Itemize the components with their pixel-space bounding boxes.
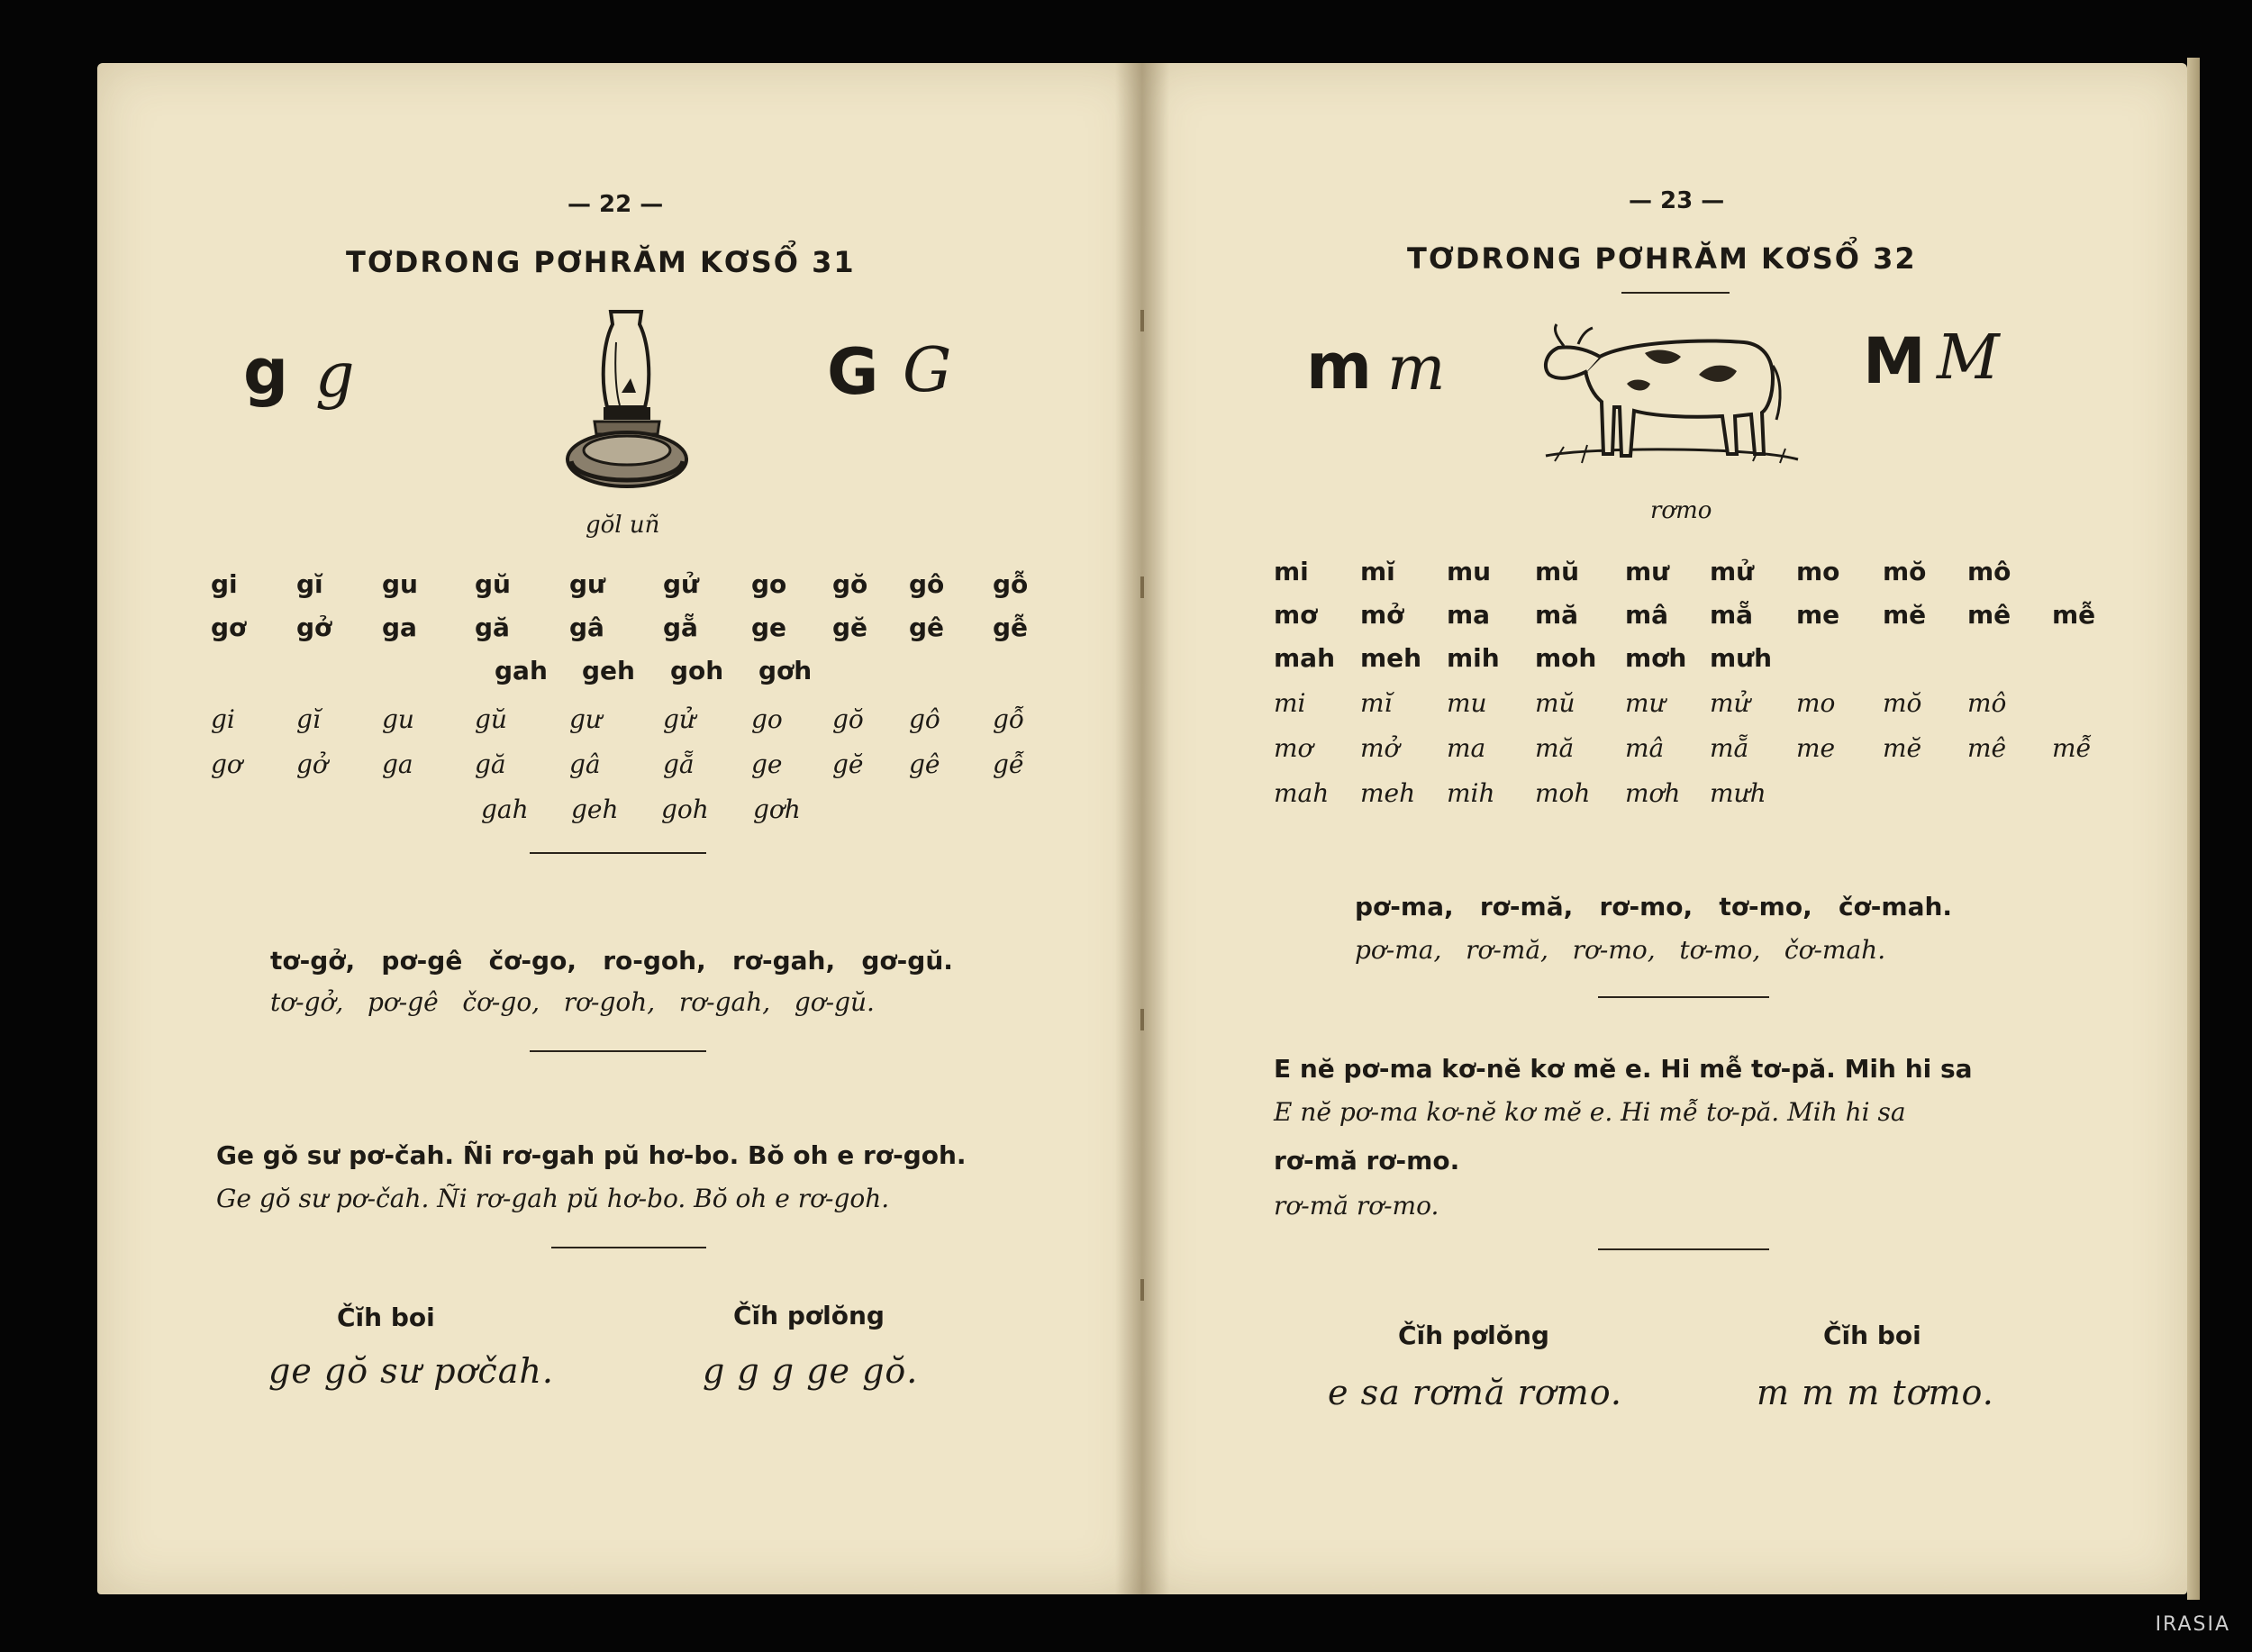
syllable: mi bbox=[1274, 557, 1309, 586]
syllable: mah bbox=[1274, 643, 1336, 673]
syllable: meh bbox=[1360, 778, 1416, 808]
syllable: mở bbox=[1360, 600, 1404, 630]
syllable: gẵ bbox=[663, 613, 698, 642]
syllable: meh bbox=[1360, 643, 1422, 673]
syllable: me bbox=[1796, 733, 1836, 763]
left-handwriting-1: ge gŏ sư pơčah. bbox=[268, 1351, 554, 1391]
syllable: mă bbox=[1535, 600, 1579, 630]
syllable: gở bbox=[296, 613, 332, 642]
syllable: geh bbox=[582, 656, 635, 685]
syllable: gô bbox=[909, 704, 940, 734]
syllable: go bbox=[751, 704, 783, 734]
syllable: mơ bbox=[1274, 733, 1313, 763]
right-page-number: — 23 — bbox=[1629, 187, 1725, 214]
right-sentence-bold: E nĕ pơ-ma kơ-nĕ kơ mĕ e. Hi mễ tơ-pă. Mih hi sa bbox=[1274, 1054, 1973, 1084]
left-page-number: — 22 — bbox=[568, 191, 664, 218]
syllable: gah bbox=[495, 656, 548, 685]
syllable: gĕ bbox=[832, 749, 864, 779]
right-sentence-italic-2: rơ-mă rơ-mo. bbox=[1274, 1191, 1439, 1221]
right-lesson-title: TƠDRONG PƠHRĂM KƠSỔ 32 bbox=[1407, 241, 1917, 276]
oil-lamp-illustration bbox=[558, 306, 694, 506]
syllable: mử bbox=[1710, 688, 1750, 718]
left-letter-print-upper: G bbox=[827, 335, 879, 409]
syllable: gah bbox=[481, 794, 529, 824]
syllable: gử bbox=[663, 704, 695, 734]
binding-stitch bbox=[1140, 1009, 1144, 1030]
syllable: mĭ bbox=[1360, 688, 1393, 718]
syllable: mễ bbox=[2052, 600, 2096, 630]
syllable: gĭ bbox=[296, 569, 323, 599]
left-writing-label-1: Čĭh boi bbox=[337, 1303, 435, 1332]
book-gutter bbox=[1115, 63, 1169, 1594]
right-letter-script-upper: M bbox=[1937, 322, 2000, 394]
syllable: gŭ bbox=[475, 569, 511, 599]
right-letter-print-upper: M bbox=[1863, 324, 1926, 398]
syllable: ge bbox=[751, 749, 783, 779]
syllable: me bbox=[1796, 600, 1840, 630]
syllable: go bbox=[751, 569, 787, 599]
syllable: gô bbox=[909, 569, 945, 599]
syllable: gĭ bbox=[296, 704, 321, 734]
title-underline bbox=[1621, 292, 1730, 294]
divider bbox=[530, 852, 706, 854]
syllable: gơh bbox=[758, 656, 813, 685]
syllable: mơ bbox=[1274, 600, 1318, 630]
left-handwriting-2: g g g ge gŏ. bbox=[703, 1351, 919, 1391]
right-words-bold: pơ-ma, rơ-mă, rơ-mo, tơ-mo, čơ-mah. bbox=[1355, 892, 1953, 921]
syllable: mĭ bbox=[1360, 557, 1395, 586]
syllable: ge bbox=[751, 613, 787, 642]
right-letter-script-lower: m bbox=[1387, 333, 1446, 404]
syllable: mâ bbox=[1625, 733, 1665, 763]
syllable: mô bbox=[1967, 557, 2011, 586]
syllable: gơ bbox=[211, 613, 247, 642]
syllable: gê bbox=[909, 613, 945, 642]
cow-illustration bbox=[1537, 303, 1807, 483]
binding-stitch bbox=[1140, 1279, 1144, 1301]
syllable: gẵ bbox=[663, 749, 695, 779]
right-image-caption: rơmo bbox=[1650, 497, 1712, 524]
syllable: gễ bbox=[993, 749, 1025, 779]
left-letter-script-upper: G bbox=[903, 335, 952, 406]
syllable: gử bbox=[663, 569, 699, 599]
syllable: gư bbox=[569, 569, 605, 599]
syllable: gŏ bbox=[832, 569, 868, 599]
syllable: mê bbox=[1967, 733, 2007, 763]
divider bbox=[1598, 996, 1769, 998]
syllable: mưh bbox=[1710, 778, 1766, 808]
left-page bbox=[97, 63, 1142, 1594]
left-words-italic: tơ-gở, pơ-gê čơ-go, rơ-goh, rơ-gah, gơ-gŭ. bbox=[270, 987, 875, 1017]
syllable: mo bbox=[1796, 688, 1836, 718]
syllable: mo bbox=[1796, 557, 1840, 586]
right-handwriting-2: m m m tơmo. bbox=[1757, 1373, 1994, 1412]
syllable: mô bbox=[1967, 688, 2007, 718]
syllable: moh bbox=[1535, 778, 1591, 808]
right-writing-label-1: Čĭh pơlŏng bbox=[1398, 1321, 1549, 1350]
binding-stitch bbox=[1140, 576, 1144, 598]
binding-stitch bbox=[1140, 310, 1144, 331]
syllable: gâ bbox=[569, 749, 601, 779]
left-words-bold: tơ-gở, pơ-gê čơ-go, ro-goh, rơ-gah, gơ-gŭ. bbox=[270, 946, 953, 976]
syllable: gơ bbox=[211, 749, 242, 779]
syllable: gă bbox=[475, 749, 506, 779]
syllable: goh bbox=[670, 656, 724, 685]
syllable: gu bbox=[382, 569, 418, 599]
syllable: mŭ bbox=[1535, 557, 1580, 586]
syllable: gi bbox=[211, 704, 235, 734]
syllable: mễ bbox=[2052, 733, 2092, 763]
right-sentence-bold-2: rơ-mă rơ-mo. bbox=[1274, 1146, 1460, 1175]
syllable: gê bbox=[909, 749, 940, 779]
syllable: mah bbox=[1274, 778, 1330, 808]
syllable: gu bbox=[382, 704, 414, 734]
syllable: mĕ bbox=[1883, 733, 1922, 763]
left-writing-label-2: Čĭh pơlŏng bbox=[733, 1301, 885, 1330]
syllable: gỗ bbox=[993, 704, 1025, 734]
syllable: gở bbox=[296, 749, 328, 779]
syllable: mŭ bbox=[1535, 688, 1575, 718]
left-letter-print-lower: g bbox=[243, 335, 289, 409]
right-handwriting-1: e sa rơmă rơmo. bbox=[1328, 1373, 1622, 1412]
syllable: mơh bbox=[1625, 643, 1687, 673]
divider bbox=[1598, 1248, 1769, 1250]
watermark: IRASIA bbox=[2155, 1613, 2230, 1636]
syllable: mư bbox=[1625, 557, 1670, 586]
syllable: gĕ bbox=[832, 613, 868, 642]
right-writing-label-2: Čĭh boi bbox=[1823, 1321, 1921, 1350]
syllable: mu bbox=[1447, 557, 1492, 586]
syllable: gi bbox=[211, 569, 238, 599]
syllable: geh bbox=[571, 794, 619, 824]
syllable: mih bbox=[1447, 778, 1495, 808]
syllable: gỗ bbox=[993, 569, 1029, 599]
left-sentence-bold: Ge gŏ sư pơ-čah. Ñi rơ-gah pŭ hơ-bo. Bŏ oh e rơ-goh. bbox=[216, 1140, 967, 1170]
syllable: mẵ bbox=[1710, 600, 1754, 630]
right-letter-print-lower: m bbox=[1306, 330, 1372, 404]
syllable: mư bbox=[1625, 688, 1666, 718]
syllable: mu bbox=[1447, 688, 1487, 718]
right-sentence-italic: E nĕ pơ-ma kơ-nĕ kơ mĕ e. Hi mễ tơ-pă. Mih hi sa bbox=[1274, 1097, 1906, 1127]
syllable: ma bbox=[1447, 600, 1491, 630]
syllable: goh bbox=[661, 794, 709, 824]
syllable: gŏ bbox=[832, 704, 864, 734]
left-image-caption: gŏl uñ bbox=[586, 512, 660, 539]
right-words-italic: pơ-ma, rơ-mă, rơ-mo, tơ-mo, čơ-mah. bbox=[1355, 935, 1886, 965]
syllable: mơh bbox=[1625, 778, 1681, 808]
divider bbox=[551, 1247, 706, 1248]
syllable: mă bbox=[1535, 733, 1575, 763]
left-letter-script-lower: g bbox=[315, 340, 355, 412]
syllable: mĕ bbox=[1883, 600, 1927, 630]
page-edge bbox=[2187, 58, 2200, 1600]
syllable: ma bbox=[1447, 733, 1486, 763]
divider bbox=[530, 1050, 706, 1052]
left-lesson-title: TƠDRONG PƠHRĂM KƠSỔ 31 bbox=[346, 245, 856, 279]
syllable: moh bbox=[1535, 643, 1597, 673]
syllable: ga bbox=[382, 613, 417, 642]
syllable: mê bbox=[1967, 600, 2011, 630]
syllable: gâ bbox=[569, 613, 604, 642]
syllable: mŏ bbox=[1883, 557, 1927, 586]
syllable: mi bbox=[1274, 688, 1306, 718]
syllable: mih bbox=[1447, 643, 1500, 673]
syllable: gễ bbox=[993, 613, 1029, 642]
syllable: mŏ bbox=[1883, 688, 1922, 718]
left-sentence-italic: Ge gŏ sư pơ-čah. Ñi rơ-gah pŭ hơ-bo. Bŏ oh e rơ-goh. bbox=[216, 1184, 890, 1213]
syllable: mưh bbox=[1710, 643, 1773, 673]
syllable: mâ bbox=[1625, 600, 1669, 630]
syllable: mử bbox=[1710, 557, 1755, 586]
syllable: ga bbox=[382, 749, 413, 779]
syllable: gă bbox=[475, 613, 510, 642]
syllable: gơh bbox=[753, 794, 801, 824]
syllable: mở bbox=[1360, 733, 1400, 763]
syllable: gŭ bbox=[475, 704, 507, 734]
syllable: mẵ bbox=[1710, 733, 1749, 763]
syllable: gư bbox=[569, 704, 602, 734]
